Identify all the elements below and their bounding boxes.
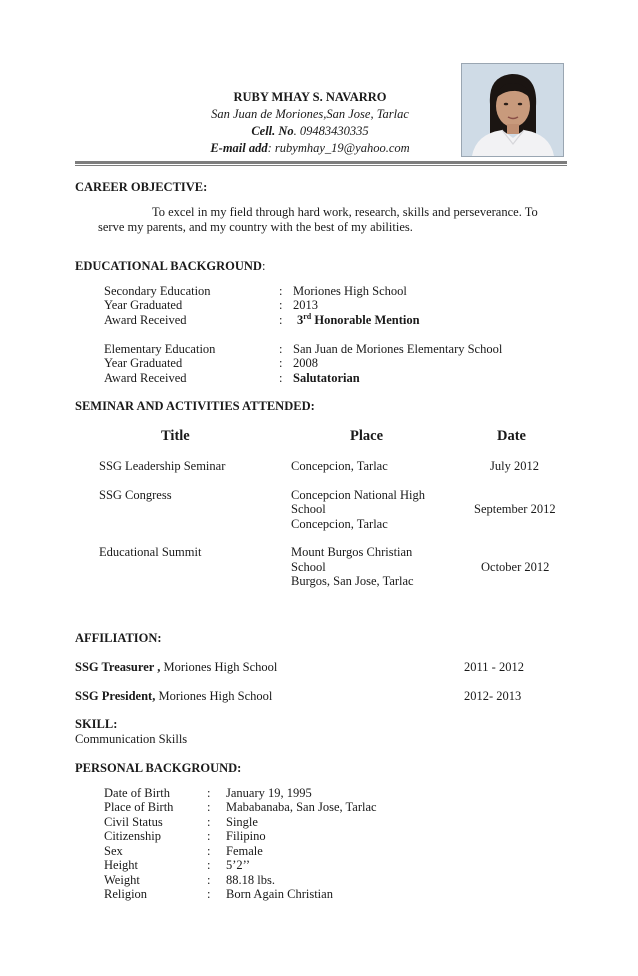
award-number: 3: [297, 313, 304, 327]
seminar-title: Educational Summit: [99, 545, 202, 559]
personal-value: Filipino: [226, 829, 266, 843]
affiliation-years: 2011 - 2012: [464, 660, 524, 674]
seminars-title: SEMINAR AND ACTIVITIES ATTENDED:: [75, 399, 315, 413]
edu-sep: :: [279, 371, 283, 385]
edu-label: Award Received: [104, 313, 187, 327]
edu-sep: :: [279, 356, 283, 370]
seminar-date: July 2012: [490, 459, 539, 473]
edu-value: Moriones High School: [293, 284, 407, 298]
personal-label: Religion: [104, 887, 148, 901]
seminar-place: Concepcion National High: [291, 488, 425, 502]
edu-sep: :: [279, 284, 283, 298]
affiliation-org: Moriones High School: [155, 689, 273, 703]
edu-label: Secondary Education: [104, 284, 211, 298]
personal-sep: :: [207, 815, 211, 829]
personal-title: PERSONAL BACKGROUND:: [75, 761, 242, 775]
full-name: RUBY MHAY S. NAVARRO: [233, 90, 387, 104]
personal-value: Female: [226, 844, 263, 858]
education-title: [75, 259, 265, 274]
skill-title: SKILL:: [75, 717, 118, 731]
career-objective-line-2: serve my parents, and my country with the best of my abilities.: [98, 220, 413, 234]
affiliation-role: SSG President,: [75, 689, 156, 703]
personal-value: 5’2’’: [226, 858, 251, 872]
seminar-date: October 2012: [481, 560, 550, 574]
affiliation-org: Moriones High School: [160, 660, 278, 674]
table-header-date: Date: [497, 428, 526, 444]
affiliation-years: 2012- 2013: [464, 689, 522, 703]
personal-value: Single: [226, 815, 258, 829]
personal-value: Born Again Christian: [226, 887, 333, 901]
seminar-place: School: [291, 560, 326, 574]
edu-value: San Juan de Moriones Elementary School: [293, 342, 503, 356]
edu-label: Year Graduated: [104, 298, 183, 312]
personal-sep: :: [207, 800, 211, 814]
skill-value: Communication Skills: [75, 732, 188, 746]
seminar-title: SSG Congress: [99, 488, 172, 502]
personal-label: Place of Birth: [104, 800, 174, 814]
education-title-colon: :: [261, 259, 266, 273]
personal-sep: :: [207, 858, 211, 872]
address: San Juan de Moriones,San Jose, Tarlac: [211, 107, 409, 121]
header-divider: [75, 161, 567, 164]
personal-sep: :: [207, 844, 211, 858]
seminar-place: Concepcion, Tarlac: [291, 517, 388, 531]
edu-value: 2008: [293, 356, 318, 370]
award-rest: Honorable Mention: [311, 313, 420, 327]
personal-sep: :: [207, 786, 211, 800]
email: [150, 140, 470, 157]
personal-value: January 19, 1995: [226, 786, 312, 800]
personal-label: Civil Status: [104, 815, 163, 829]
edu-sep: :: [279, 342, 283, 356]
seminar-place: School: [291, 502, 326, 516]
edu-sep: :: [279, 298, 283, 312]
affiliation-item: [75, 660, 277, 675]
header-divider-thin: [75, 165, 567, 166]
award-superscript: rd: [303, 311, 312, 321]
personal-sep: :: [207, 873, 211, 887]
personal-label: Citizenship: [104, 829, 161, 843]
seminar-place: Concepcion, Tarlac: [291, 459, 388, 473]
affiliation-role: SSG Treasurer ,: [75, 660, 161, 674]
cell-number: [150, 123, 470, 140]
affiliation-title: AFFILIATION:: [75, 631, 162, 645]
edu-label: Year Graduated: [104, 356, 183, 370]
cell-value: . 09483430335: [293, 124, 369, 138]
edu-value: Salutatorian: [293, 371, 360, 385]
personal-label: Date of Birth: [104, 786, 170, 800]
personal-label: Height: [104, 858, 139, 872]
personal-sep: :: [207, 829, 211, 843]
personal-label: Weight: [104, 873, 140, 887]
seminar-place: Burgos, San Jose, Tarlac: [291, 574, 414, 588]
personal-sep: :: [207, 887, 211, 901]
personal-value: Mababanaba, San Jose, Tarlac: [226, 800, 377, 814]
table-header-title: Title: [161, 428, 190, 444]
profile-photo: [461, 63, 564, 157]
header: [150, 89, 470, 157]
seminar-date: September 2012: [474, 502, 556, 516]
portrait-image: [462, 64, 563, 156]
cell-label: Cell. No: [251, 124, 294, 138]
education-title-text: EDUCATIONAL BACKGROUND: [75, 259, 262, 273]
seminar-place: Mount Burgos Christian: [291, 545, 413, 559]
email-label: E-mail add: [210, 141, 268, 155]
career-objective-title: CAREER OBJECTIVE:: [75, 180, 208, 194]
career-objective-line-1: To excel in my field through hard work, research, skills and perseverance. To: [152, 205, 538, 219]
edu-award-value: [297, 313, 420, 328]
edu-label: Award Received: [104, 371, 187, 385]
table-header-place: Place: [350, 428, 384, 444]
seminar-title: SSG Leadership Seminar: [99, 459, 226, 473]
personal-value: 88.18 lbs.: [226, 873, 275, 887]
edu-value: 2013: [293, 298, 318, 312]
email-value: : rubymhay_19@yahoo.com: [267, 141, 410, 155]
edu-sep: :: [279, 313, 283, 327]
affiliation-item: [75, 689, 272, 704]
personal-label: Sex: [104, 844, 123, 858]
edu-label: Elementary Education: [104, 342, 216, 356]
